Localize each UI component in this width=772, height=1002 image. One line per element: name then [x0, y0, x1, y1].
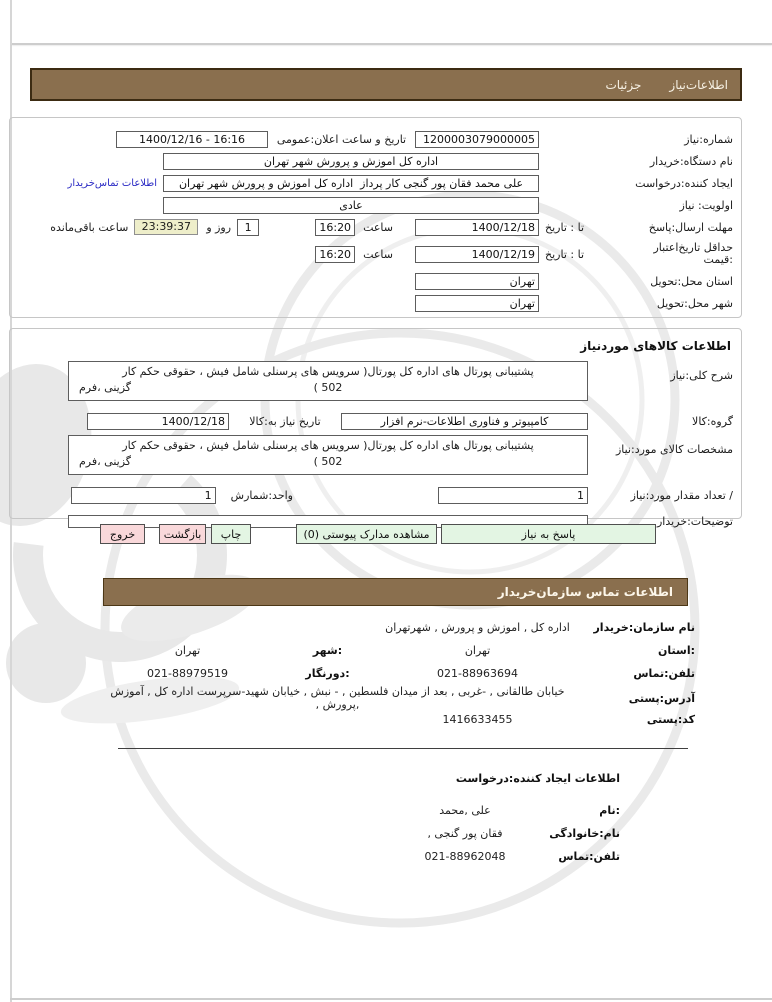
row-goods-group: [18, 410, 733, 432]
need-description-label: شرح کلی:نیاز: [670, 369, 733, 382]
header-divider: [12, 43, 772, 45]
row-need-description: [18, 361, 733, 407]
print-button[interactable]: چاپ: [211, 524, 251, 544]
org-contact-header: [103, 578, 688, 606]
tab-details[interactable]: جزئیات: [605, 77, 642, 92]
count-unit-input[interactable]: [71, 487, 216, 504]
org-phone-value: 021-88963694: [437, 667, 518, 680]
quantity-label: / تعداد مقدار مورد:نیاز: [630, 488, 733, 502]
delivery-province-label: استان محل:تحویل: [650, 274, 733, 288]
priority-input[interactable]: [163, 197, 539, 214]
until-date-label-2: تا : تاریخ: [545, 247, 584, 261]
request-creator-input[interactable]: [163, 175, 539, 192]
row-org-phone-fax: [95, 662, 695, 685]
goods-group-label: گروه:کالا: [692, 414, 733, 428]
row-creator-last-name: [150, 822, 620, 845]
days-remaining-input[interactable]: [237, 219, 259, 236]
need-number-label: شماره:نیاز: [684, 132, 733, 146]
creator-phone-value: 021-88962048: [424, 850, 506, 863]
request-creator-label: ایجاد کننده:درخواست: [635, 176, 733, 190]
row-creator-phone: [150, 845, 620, 868]
delivery-province-input[interactable]: [415, 273, 539, 290]
response-deadline-label: مهلت ارسال:پاسخ: [648, 220, 733, 234]
creator-last-name-value: فقان پور گنجی ,: [427, 827, 503, 840]
validity-date-input[interactable]: [415, 246, 539, 263]
row-org-postal-code: [95, 708, 695, 731]
row-org-province-city: [95, 639, 695, 662]
announce-label: تاریخ و ساعت اعلان:عمومی: [276, 132, 407, 146]
org-name-value: اداره کل , اموزش و پرورش , شهرتهران: [385, 621, 570, 634]
hour-label: ساعت: [363, 220, 393, 234]
until-date-label: تا : تاریخ: [545, 220, 584, 234]
org-fax-value: 021-88979519: [147, 667, 228, 680]
org-address-label: آدرس:پستی: [628, 691, 695, 705]
need-date-input[interactable]: [87, 413, 229, 430]
action-buttons: [9, 524, 742, 544]
need-number-input[interactable]: [415, 131, 539, 148]
org-contact-details: [95, 616, 695, 731]
org-province-label: :استان: [658, 644, 695, 657]
org-postal-label: کد:پستی: [646, 713, 695, 726]
row-org-address: [95, 685, 695, 711]
creator-first-name-value: علی ,محمد: [439, 804, 491, 817]
section-divider: [118, 748, 688, 749]
page-bottom-border: [10, 998, 772, 1000]
exit-button[interactable]: خروج: [100, 524, 145, 544]
respond-to-need-button[interactable]: پاسخ به نیاز: [441, 524, 656, 544]
view-attachments-button[interactable]: مشاهده مدارک پیوستی (0): [296, 524, 437, 544]
row-buyer-org: [18, 150, 733, 172]
goods-group-input[interactable]: [341, 413, 588, 430]
countdown-timer: 23:39:37: [134, 219, 198, 235]
row-priority: [18, 194, 733, 216]
delivery-city-label: شهر محل:تحویل: [656, 296, 733, 310]
row-response-deadline: [18, 216, 733, 238]
deadline-date-input[interactable]: [415, 219, 539, 236]
goods-spec-box[interactable]: پشتیبانی پورتال های اداره کل پورتال( سرویس های پرسنلی شامل فیش ، حقوقی حکم کار ( 502 گزینی ،فرم: [68, 435, 588, 475]
count-unit-label: واحد:شمارش: [230, 488, 293, 502]
goods-spec-label: مشخصات کالای مورد:نیاز: [615, 443, 733, 456]
goods-info-panel: [9, 328, 742, 528]
row-request-creator: [18, 172, 733, 194]
priority-label: اولویت: نیاز: [679, 198, 733, 212]
hours-remaining-label: ساعت باقی‌مانده: [50, 220, 129, 234]
row-goods-spec: [18, 435, 733, 481]
creator-last-name-label: نام:خانوادگی: [549, 827, 620, 840]
row-creator-first-name: [150, 799, 620, 822]
goods-info-title: اطلاعات کالاهای موردنیاز: [580, 339, 731, 353]
tab-bar: [30, 68, 742, 101]
row-quantity: [18, 484, 733, 506]
request-creator-title: اطلاعات ایجاد کننده:درخواست: [455, 772, 620, 785]
price-validity-label-line1: حداقل تاریخ‌اعتبار: [653, 241, 733, 254]
row-price-validity: [18, 238, 733, 270]
validity-time-input[interactable]: [315, 246, 355, 263]
need-info-panel: [9, 117, 742, 318]
org-city-value: تهران: [174, 644, 201, 657]
announce-datetime-input[interactable]: [116, 131, 268, 148]
row-need-number: [18, 128, 733, 150]
org-address-value: خیابان طالقانی , -غربی , بعد از میدان فلسطین , - نبش , خیابان شهید-سرپرست اداره کل , آموزش ,پرورش ,: [110, 685, 565, 711]
price-validity-label-line2: :قیمت: [703, 253, 733, 266]
need-date-label: تاریخ نیاز به:کالا: [249, 414, 321, 428]
buyer-org-input[interactable]: [163, 153, 539, 170]
days-label: روز و: [206, 220, 232, 234]
tab-need-info[interactable]: اطلاعات‌نیاز: [669, 77, 728, 92]
back-button[interactable]: بازگشت: [159, 524, 206, 544]
hour-label-2: ساعت: [363, 247, 393, 261]
org-fax-label: :دورنگار: [305, 667, 350, 680]
org-contact-title: اطلاعات تماس سازمان‌خریدار: [497, 585, 673, 599]
creator-first-name-label: :نام: [599, 804, 620, 817]
org-postal-value: 1416633455: [442, 713, 513, 726]
row-org-name: [95, 616, 695, 639]
org-province-value: تهران: [464, 644, 491, 657]
org-city-label: :شهر: [312, 644, 343, 657]
deadline-time-input[interactable]: [315, 219, 355, 236]
buyer-org-label: نام دستگاه:خریدار: [649, 154, 733, 168]
row-delivery-city: [18, 292, 733, 314]
quantity-input[interactable]: [438, 487, 588, 504]
buyer-contact-link[interactable]: اطلاعات تماس‌خریدار: [67, 177, 157, 189]
buyer-notes-label: توضیحات:خریدار: [657, 514, 733, 528]
request-creator-section: [150, 772, 620, 868]
need-description-box[interactable]: پشتیبانی پورتال های اداره کل پورتال( سرویس های پرسنلی شامل فیش ، حقوقی حکم کار ( 502 گزینی ،فرم: [68, 361, 588, 401]
creator-phone-label: تلفن:تماس: [558, 850, 620, 863]
row-delivery-province: [18, 270, 733, 292]
org-phone-label: تلفن:تماس: [633, 667, 695, 680]
delivery-city-input[interactable]: [415, 295, 539, 312]
org-name-label: نام سازمان:خریدار: [593, 621, 695, 634]
